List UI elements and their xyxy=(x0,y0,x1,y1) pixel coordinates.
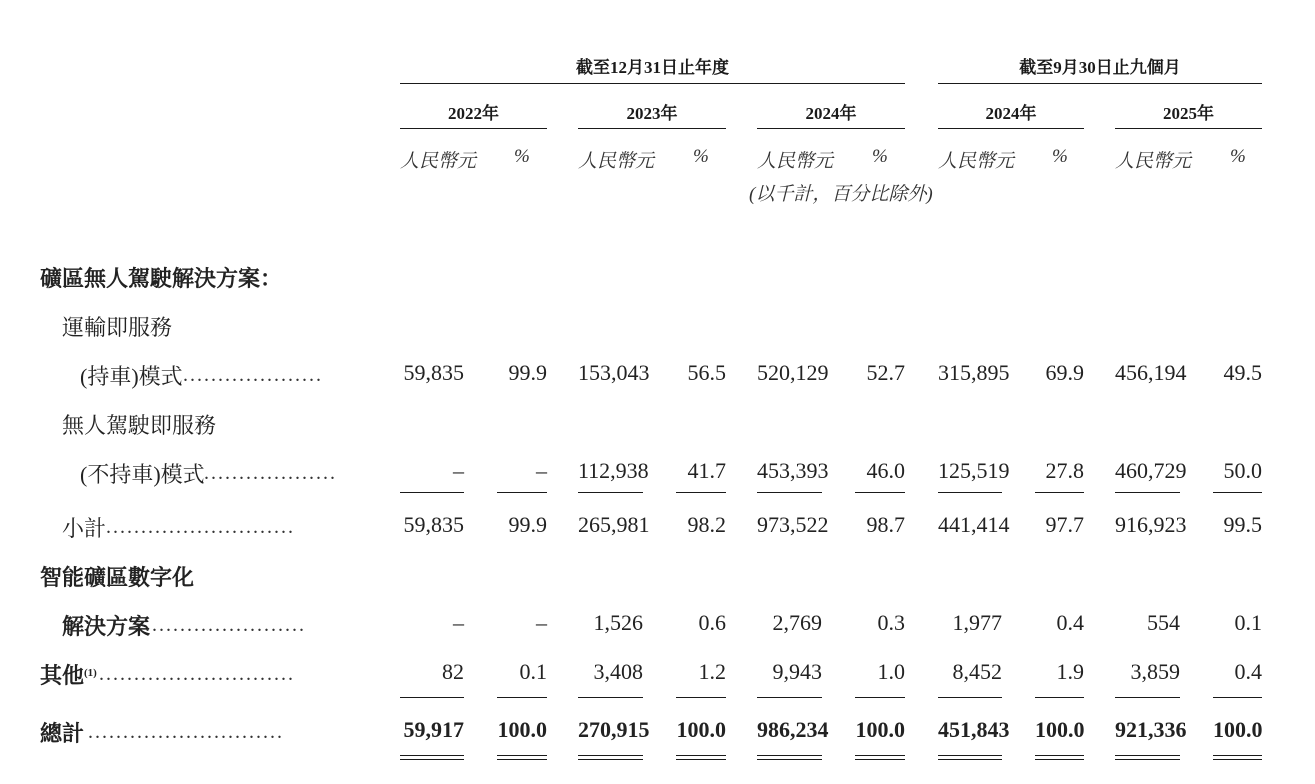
cell-other-2025-pct: 0.4 xyxy=(1234,659,1262,684)
row-label-aaas-line2: (不持車)模式 xyxy=(80,462,205,487)
total-rule-2022-amount xyxy=(400,697,464,698)
cell-digital-2025-pct: 0.1 xyxy=(1234,610,1262,635)
cell-subtotal-2025-pct: 99.5 xyxy=(1223,512,1262,537)
cell-subtotal-2022-pct: 99.9 xyxy=(508,512,547,537)
footnote-marker: (1) xyxy=(84,667,97,679)
subtotal-rule-2023-pct xyxy=(676,492,726,493)
cell-digital-2025-amount: 554 xyxy=(1147,610,1180,635)
group-underline-year-end xyxy=(400,83,905,84)
subtotal-rule-2024a-amount xyxy=(757,492,822,493)
unit-pct-2023: % xyxy=(693,146,709,167)
total-double-rule-2022-amount xyxy=(400,755,464,760)
total-rule-2024a-pct xyxy=(855,697,905,698)
cell-total-2024a-pct: 100.0 xyxy=(855,717,905,742)
year-header-2024-nine-months: 2024年 xyxy=(985,104,1037,123)
cell-other-2023-pct: 1.2 xyxy=(698,659,726,684)
cell-subtotal-2024n-pct: 97.7 xyxy=(1045,512,1084,537)
cell-aaas-2024a-pct: 46.0 xyxy=(866,458,905,483)
cell-aaas-2023-amount: 112,938 xyxy=(578,458,649,483)
cell-aaas-2025-amount: 460,729 xyxy=(1115,458,1187,483)
cell-digital-2024n-pct: 0.4 xyxy=(1056,610,1084,635)
section-title-mining-autonomous: 礦區無人駕駛解決方案： xyxy=(40,266,283,291)
cell-total-2022-pct: 100.0 xyxy=(497,717,547,742)
row-label-other-text: 其他 xyxy=(40,663,85,688)
subtotal-rule-2023-amount xyxy=(578,492,643,493)
group-title-year-end: 截至12月31日止年度 xyxy=(576,58,729,77)
year-header-2025: 2025年 xyxy=(1163,104,1214,123)
total-rule-2025-amount xyxy=(1115,697,1180,698)
total-double-rule-2023-pct xyxy=(676,755,726,760)
cell-digital-2023-amount: 1,526 xyxy=(593,610,643,635)
dot-leader-total: ............................ xyxy=(88,721,284,743)
cell-total-2025-pct: 100.0 xyxy=(1213,717,1263,742)
cell-taas-2023-pct: 56.5 xyxy=(687,360,726,385)
subtotal-rule-2025-pct xyxy=(1213,492,1262,493)
dot-leader-aaas: ................... xyxy=(204,462,337,484)
cell-aaas-2022-pct: – xyxy=(536,458,547,483)
total-rule-2024n-amount xyxy=(938,697,1002,698)
row-label-digital-line1: 智能礦區數字化 xyxy=(40,565,195,590)
cell-aaas-2022-amount: – xyxy=(453,458,464,483)
total-rule-2024n-pct xyxy=(1035,697,1084,698)
unit-pct-2024-annual: % xyxy=(872,146,888,167)
unit-rmb-2024-nine-months: 人民幣元 xyxy=(938,151,1015,172)
cell-other-2025-amount: 3,859 xyxy=(1130,659,1180,684)
cell-digital-2022-amount: – xyxy=(453,610,464,635)
year-underline-2025 xyxy=(1115,128,1262,129)
total-double-rule-2025-amount xyxy=(1115,755,1180,760)
row-label-aaas-line1: 無人駕駛即服務 xyxy=(62,413,217,438)
cell-taas-2025-pct: 49.5 xyxy=(1223,360,1262,385)
cell-total-2025-amount: 921,336 xyxy=(1115,717,1187,742)
cell-total-2022-amount: 59,917 xyxy=(403,717,464,742)
cell-other-2024a-amount: 9,943 xyxy=(772,659,822,684)
year-underline-2024-nine-months xyxy=(938,128,1084,129)
year-underline-2022 xyxy=(400,128,547,129)
cell-aaas-2025-pct: 50.0 xyxy=(1223,458,1262,483)
cell-subtotal-2023-amount: 265,981 xyxy=(578,512,650,537)
cell-subtotal-2024n-amount: 441,414 xyxy=(938,512,1010,537)
cell-total-2023-pct: 100.0 xyxy=(676,717,726,742)
cell-subtotal-2022-amount: 59,835 xyxy=(403,512,464,537)
cell-taas-2022-pct: 99.9 xyxy=(508,360,547,385)
unit-pct-2022: % xyxy=(514,146,530,167)
dot-leader-subtotal: ........................... xyxy=(106,516,295,538)
cell-subtotal-2023-pct: 98.2 xyxy=(687,512,726,537)
total-double-rule-2023-amount xyxy=(578,755,643,760)
unit-rmb-2025: 人民幣元 xyxy=(1115,151,1192,172)
row-label-taas-line1: 運輸即服務 xyxy=(62,315,173,340)
row-label-taas-line2: (持車)模式 xyxy=(80,364,183,389)
dot-leader-other: ............................ xyxy=(99,663,295,685)
year-header-2024-annual: 2024年 xyxy=(805,104,857,123)
total-double-rule-2025-pct xyxy=(1213,755,1262,760)
row-label-subtotal: 小計 xyxy=(62,516,107,541)
cell-taas-2023-amount: 153,043 xyxy=(578,360,650,385)
year-underline-2024-annual xyxy=(757,128,905,129)
cell-taas-2025-amount: 456,194 xyxy=(1115,360,1187,385)
total-double-rule-2022-pct xyxy=(497,755,547,760)
cell-subtotal-2025-amount: 916,923 xyxy=(1115,512,1187,537)
cell-other-2024n-amount: 8,452 xyxy=(952,659,1002,684)
unit-rmb-2022: 人民幣元 xyxy=(400,151,477,172)
cell-other-2022-pct: 0.1 xyxy=(519,659,547,684)
subtotal-rule-2025-amount xyxy=(1115,492,1180,493)
total-rule-2024a-amount xyxy=(757,697,822,698)
unit-note: (以千計，百分比除外) xyxy=(749,184,933,205)
cell-aaas-2024n-pct: 27.8 xyxy=(1045,458,1084,483)
year-header-2022: 2022年 xyxy=(448,104,499,123)
cell-aaas-2023-pct: 41.7 xyxy=(687,458,726,483)
cell-digital-2024n-amount: 1,977 xyxy=(952,610,1002,635)
year-header-2023: 2023年 xyxy=(626,104,678,123)
total-double-rule-2024n-pct xyxy=(1035,755,1084,760)
subtotal-rule-2024n-amount xyxy=(938,492,1002,493)
cell-digital-2022-pct: – xyxy=(536,610,547,635)
subtotal-rule-2022-amount xyxy=(400,492,464,493)
cell-aaas-2024n-amount: 125,519 xyxy=(938,458,1010,483)
dot-leader-taas: .................... xyxy=(183,364,323,386)
cell-taas-2024a-pct: 52.7 xyxy=(866,360,905,385)
unit-pct-2025: % xyxy=(1230,146,1246,167)
cell-taas-2024n-amount: 315,895 xyxy=(938,360,1010,385)
subtotal-rule-2024n-pct xyxy=(1035,492,1084,493)
unit-pct-2024-nine-months: % xyxy=(1052,146,1068,167)
dot-leader-digital: ....................... xyxy=(145,614,306,636)
unit-rmb-2024-annual: 人民幣元 xyxy=(757,151,834,172)
year-underline-2023 xyxy=(578,128,726,129)
cell-total-2024n-pct: 100.0 xyxy=(1035,717,1085,742)
cell-total-2024a-amount: 986,234 xyxy=(757,717,829,742)
total-rule-2022-pct xyxy=(497,697,547,698)
cell-subtotal-2024a-pct: 98.7 xyxy=(866,512,905,537)
cell-subtotal-2024a-amount: 973,522 xyxy=(757,512,829,537)
cell-other-2024n-pct: 1.9 xyxy=(1056,659,1084,684)
cell-taas-2024n-pct: 69.9 xyxy=(1045,360,1084,385)
cell-other-2023-amount: 3,408 xyxy=(593,659,643,684)
total-double-rule-2024n-amount xyxy=(938,755,1002,760)
cell-aaas-2024a-amount: 453,393 xyxy=(757,458,829,483)
unit-rmb-2023: 人民幣元 xyxy=(578,151,655,172)
total-rule-2025-pct xyxy=(1213,697,1262,698)
cell-other-2022-amount: 82 xyxy=(442,659,464,684)
cell-other-2024a-pct: 1.0 xyxy=(877,659,905,684)
total-double-rule-2024a-pct xyxy=(855,755,905,760)
row-label-other xyxy=(40,659,97,690)
group-underline-nine-months xyxy=(938,83,1262,84)
total-rule-2023-amount xyxy=(578,697,643,698)
cell-digital-2023-pct: 0.6 xyxy=(698,610,726,635)
row-label-digital-line2: 解決方案 xyxy=(62,614,151,639)
subtotal-rule-2022-pct xyxy=(497,492,547,493)
group-title-nine-months: 截至9月30日止九個月 xyxy=(1019,58,1181,77)
cell-total-2023-amount: 270,915 xyxy=(578,717,650,742)
subtotal-rule-2024a-pct xyxy=(855,492,905,493)
cell-taas-2024a-amount: 520,129 xyxy=(757,360,829,385)
cell-total-2024n-amount: 451,843 xyxy=(938,717,1010,742)
total-rule-2023-pct xyxy=(676,697,726,698)
cell-digital-2024a-pct: 0.3 xyxy=(877,610,905,635)
row-label-total: 總計 xyxy=(40,721,85,746)
cell-digital-2024a-amount: 2,769 xyxy=(772,610,822,635)
cell-taas-2022-amount: 59,835 xyxy=(403,360,464,385)
total-double-rule-2024a-amount xyxy=(757,755,822,760)
